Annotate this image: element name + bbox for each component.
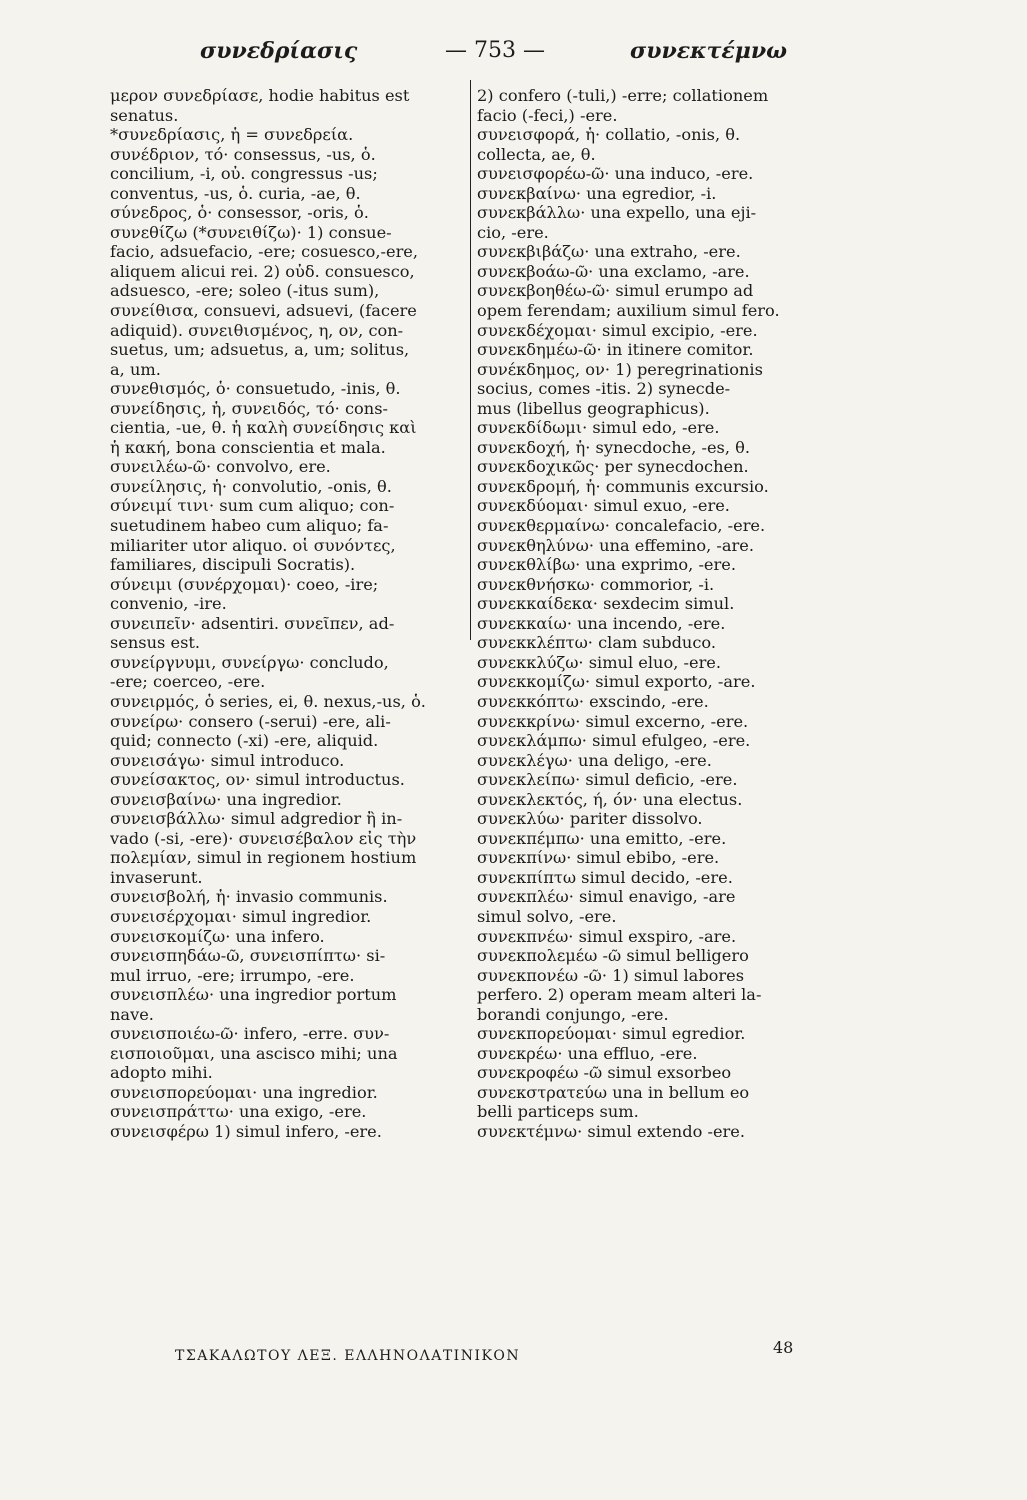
entry-line: συνεισφορέω-ῶ· una induco, -ere. <box>477 164 754 184</box>
entry-line: 2) confero (-tuli,) -erre; collationem <box>477 86 769 105</box>
entry-line: συνεκδοχικῶς· per synecdochen. <box>477 457 749 477</box>
entry-line: συνεθίζω (*συνειθίζω)· 1) consue- <box>110 222 392 242</box>
entry-line: συνεκδρομή, ἡ· communis excursio. <box>477 476 769 496</box>
entry-line: socius, comes -itis. 2) synecde- <box>477 379 731 399</box>
entry-line: σύνειμι (συνέρχομαι)· coeo, -ire; <box>110 574 379 594</box>
entry-line: συνεκδίδωμι· simul edo, -ere. <box>477 418 720 438</box>
entry-line: συνεισποιέω-ῶ· infero, -erre. συν- <box>110 1024 390 1044</box>
entry-line: senatus. <box>110 105 179 125</box>
header-left-guide-word: συνεδρίασις <box>200 38 358 64</box>
entry-line: συνεκθνήσκω· commorior, -i. <box>477 574 715 594</box>
entry-line: συνεκλάμπω· simul efulgeo, -ere. <box>477 731 751 751</box>
footer-signature: ΤΣΑΚΑΛΩΤΟΥ ΛΕΞ. ΕΛΛΗΝΟΛΑΤΙΝΙΚΟΝ <box>175 1348 521 1364</box>
entry-line: συνεκπνέω· simul exspiro, -are. <box>477 926 737 946</box>
entry-line: concilium, -i, οὐ. congressus -us; <box>110 164 378 184</box>
entry-line: mus (libellus geographicus). <box>477 398 710 418</box>
entry-line: συνειρμός, ὁ series, ei, θ. nexus,-us, ὁ. <box>110 691 426 711</box>
entry-line: συνείδησις, ἡ, συνειδός, τό· cons- <box>110 398 388 418</box>
entry-line: συνεισπλέω· una ingredior portum <box>110 985 397 1005</box>
entry-line: συνείρω· consero (-serui) -ere, ali- <box>110 711 391 731</box>
entry-line: vado (-si, -ere)· συνεισέβαλον εἰς τὴν <box>110 828 417 848</box>
header-page-number: — 753 — <box>445 38 545 63</box>
entry-line: συνεκστρατεύω una in bellum eo <box>477 1082 750 1102</box>
entry-line: -ere; coerceo, -ere. <box>110 672 266 692</box>
entry-line: συνείργνυμι, συνείργω· concludo, <box>110 652 389 672</box>
entry-line: opem ferendam; auxilium simul fero. <box>477 301 780 321</box>
entry-line: cientia, -ue, θ. ἡ καλὴ συνείδησις καὶ <box>110 418 417 438</box>
entry-line: συνεισβάλλω· simul adgredior ἢ in- <box>110 809 403 829</box>
entry-line: *συνεδρίασις, ἡ = συνεδρεία. <box>110 125 354 145</box>
entry-line: συνεισπηδάω-ῶ, συνεισπίπτω· si- <box>110 946 386 966</box>
entry-line: συνεκπίπτω simul decido, -ere. <box>477 867 733 887</box>
entry-line: συνειλέω-ῶ· convolvo, ere. <box>110 457 331 477</box>
entry-line: συνεκδύομαι· simul exuo, -ere. <box>477 496 730 516</box>
entry-line: μερον συνεδρίασε, hodie habitus est <box>110 86 410 105</box>
entry-line: familiares, discipuli Socratis). <box>110 555 356 575</box>
sheet-number: 48 <box>773 1338 794 1357</box>
entry-line: συνεισφορά, ἡ· collatio, -onis, θ. <box>477 125 741 145</box>
entry-line: belli particeps sum. <box>477 1102 639 1122</box>
entry-line: συνεκβοάω-ῶ· una exclamo, -are. <box>477 261 750 281</box>
entry-line: συνεκδέχομαι· simul excipio, -ere. <box>477 320 758 340</box>
entry-line: συνεκθερμαίνω· concalefacio, -ere. <box>477 516 766 536</box>
entry-line: συνεκκρίνω· simul excerno, -ere. <box>477 711 749 731</box>
entry-line: συνεισπορεύομαι· una ingredior. <box>110 1082 378 1102</box>
entry-line: συνεκδοχή, ἡ· synecdoche, -es, θ. <box>477 437 751 457</box>
entry-line: miliariter utor aliquo. οἱ συνόντες, <box>110 535 396 555</box>
entry-line: συνεκκαίδεκα· sexdecim simul. <box>477 594 735 614</box>
entry-line: σύνεδρος, ὁ· consessor, -oris, ὁ. <box>110 203 369 223</box>
entry-line: nave. <box>110 1004 154 1024</box>
entry-line: adopto mihi. <box>110 1063 213 1083</box>
entry-line: συνεκβαίνω· una egredior, -i. <box>477 183 717 203</box>
entry-line: συνειπεῖν· adsentiri. συνεῖπεν, ad- <box>110 613 395 633</box>
entry-line: συνεισκομίζω· una infero. <box>110 926 325 946</box>
entry-line: συνεκπολεμέω -ῶ simul belligero <box>477 946 749 966</box>
entry-line: συνεκπορεύομαι· simul egredior. <box>477 1024 746 1044</box>
entry-line: συνείλησις, ἡ· convolutio, -onis, θ. <box>110 476 392 496</box>
entry-line: συνέδριον, τό· consessus, -us, ὁ. <box>110 144 376 164</box>
entry-line: quid; connecto (-xi) -ere, aliquid. <box>110 731 379 751</box>
entry-line: συνεκβιβάζω· una extraho, -ere. <box>477 242 741 262</box>
entry-line: adiquid). συνειθισμένος, η, ον, con- <box>110 320 404 340</box>
entry-line: συνεκθηλύνω· una effemino, -are. <box>477 535 754 555</box>
entry-line: συνεκκομίζω· simul exporto, -are. <box>477 672 756 692</box>
entry-line: συνεκλεκτός, ή, όν· una electus. <box>477 789 743 809</box>
entry-line: συνεισπράττω· una exigo, -ere. <box>110 1102 367 1122</box>
right-column <box>477 86 852 1142</box>
entry-line: συνεισέρχομαι· simul ingredior. <box>110 906 372 926</box>
entry-line: συνεκβοηθέω-ῶ· simul erumpo ad <box>477 281 754 301</box>
entry-line: συνεκκόπτω· exscindo, -ere. <box>477 691 709 711</box>
entry-line: συνείσακτος, ον· simul introductus. <box>110 770 405 790</box>
entry-line: συνεισάγω· simul introduco. <box>110 750 345 770</box>
entry-line: facio (-feci,) -ere. <box>477 105 618 125</box>
entry-line: συνεκτέμνω· simul extendo -ere. <box>477 1121 745 1141</box>
entry-line: ἡ κακή, bona conscientia et mala. <box>110 437 386 457</box>
entry-line: συνεκβάλλω· una expello, una eji- <box>477 203 757 223</box>
entry-line: συνείθισα, consuevi, adsuevi, (facere <box>110 301 417 321</box>
entry-line: σύνειμί τινι· sum cum aliquo; con- <box>110 496 395 516</box>
entry-line: suetus, um; adsuetus, a, um; solitus, <box>110 340 410 360</box>
entry-line: συνεκθλίβω· una exprimo, -ere. <box>477 555 736 575</box>
entry-line: suetudinem habeo cum aliquo; fa- <box>110 516 389 536</box>
entry-line: συνεκροφέω -ῶ simul exsorbeo <box>477 1063 732 1083</box>
entry-line: συνεκκαίω· una incendo, -ere. <box>477 613 726 633</box>
entry-line: conventus, -us, ὁ. curia, -ae, θ. <box>110 183 361 203</box>
entry-line: sensus est. <box>110 633 201 653</box>
entry-line: πολεμίαν, simul in regionem hostium <box>110 848 417 868</box>
entry-line: συνεισβαίνω· una ingredior. <box>110 789 342 809</box>
entry-line: συνεισφέρω 1) simul infero, -ere. <box>110 1121 382 1141</box>
entry-line: συνεκκλύζω· simul eluo, -ere. <box>477 652 722 672</box>
header-right-guide-word: συνεκτέμνω <box>630 38 788 64</box>
entry-line: συνεκδημέω-ῶ· in itinere comitor. <box>477 340 754 360</box>
entry-line: simul solvo, -ere. <box>477 906 617 926</box>
entry-line: συνεκπέμπω· una emitto, -ere. <box>477 828 727 848</box>
entry-line: cio, -ere. <box>477 222 549 242</box>
entry-line: συνεθισμός, ὁ· consuetudo, -inis, θ. <box>110 379 401 399</box>
entry-line: συνεκρέω· una effluo, -ere. <box>477 1043 698 1063</box>
entry-line: συνεκλέγω· una deligo, -ere. <box>477 750 712 770</box>
entry-line: συνεκπλέω· simul enavigo, -are <box>477 887 736 907</box>
entry-line: συνεκκλέπτω· clam subduco. <box>477 633 717 653</box>
entry-line: συνεκλείπω· simul deficio, -ere. <box>477 770 738 790</box>
entry-line: συνεκπίνω· simul ebibo, -ere. <box>477 848 720 868</box>
entry-line: a, um. <box>110 359 161 379</box>
entry-line: facio, adsuefacio, -ere; cosuesco,-ere, <box>110 242 419 262</box>
entry-line: aliquem alicui rei. 2) οὐδ. consuesco, <box>110 261 415 281</box>
entry-line: mul irruo, -ere; irrumpo, -ere. <box>110 965 355 985</box>
entry-line: perfero. 2) operam meam alteri la- <box>477 985 762 1005</box>
entry-line: συνεκλύω· pariter dissolvo. <box>477 809 703 829</box>
entry-line: borandi conjungo, -ere. <box>477 1004 669 1024</box>
running-header <box>60 30 980 70</box>
entry-line: invaserunt. <box>110 867 203 887</box>
entry-line: συνεκπονέω -ῶ· 1) simul labores <box>477 965 745 985</box>
entry-line: collecta, ae, θ. <box>477 144 596 164</box>
entry-line: συνέκδημος, ον· 1) peregrinationis <box>477 359 763 379</box>
entry-line: convenio, -ire. <box>110 594 227 614</box>
entry-line: adsuesco, -ere; soleo (-itus sum), <box>110 281 380 301</box>
entry-line: συνεισβολή, ἡ· invasio communis. <box>110 887 388 907</box>
entry-line: εισποιοῦμαι, una ascisco mihi; una <box>110 1043 398 1063</box>
left-column <box>110 86 480 1142</box>
column-divider <box>470 80 471 640</box>
